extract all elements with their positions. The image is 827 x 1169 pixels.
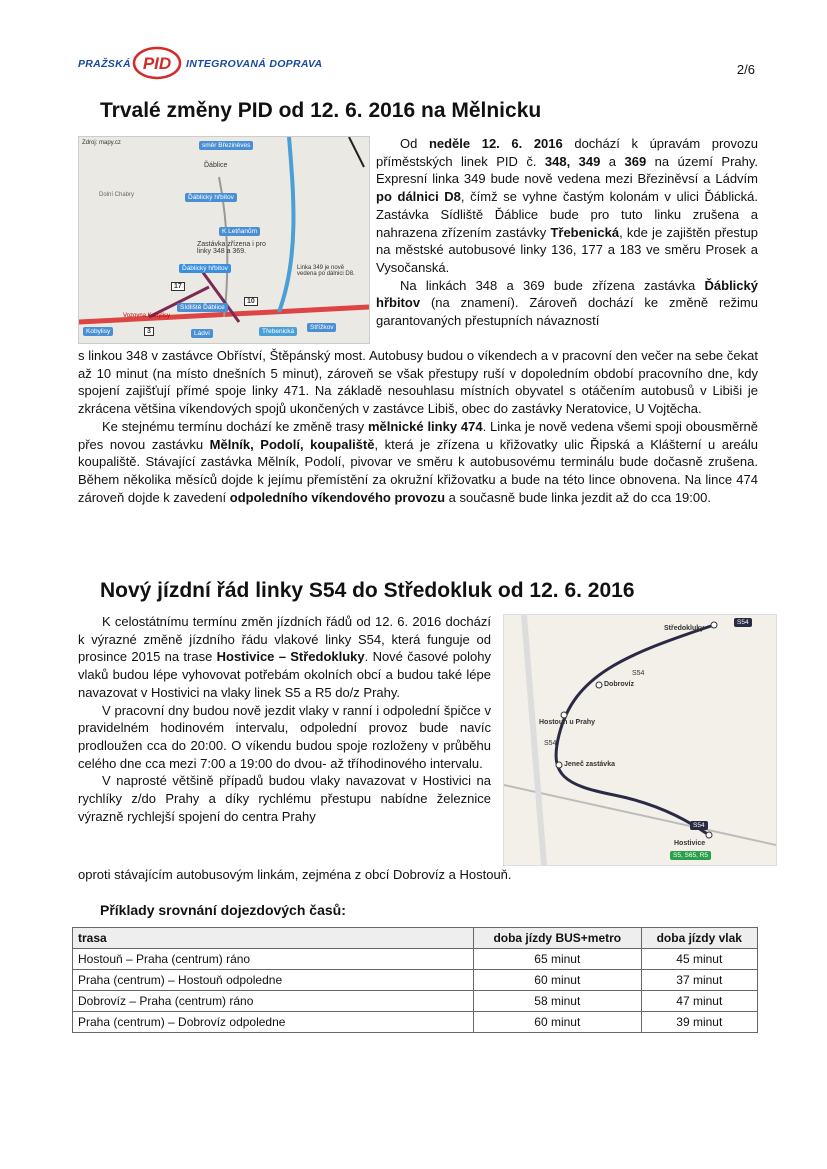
train-time-cell: 37 minut <box>641 970 757 991</box>
bus-time-cell: 65 minut <box>474 949 642 970</box>
map-label: Kobylisy <box>83 327 113 336</box>
paragraph: V naprosté většině případů budou vlaky navazovat v Hostivici na rychlíky z/do Prahy a díky rychlému přestupu nabídne železnice výrazně rychlejší spojení do centra Prahy <box>78 773 491 824</box>
column-header: doba jízdy BUS+metro <box>474 928 642 949</box>
station-label: Hostivice <box>674 840 706 847</box>
route-cell: Dobrovíz – Praha (centrum) ráno <box>73 991 474 1012</box>
map-label: Dolní Chabry <box>99 192 135 198</box>
station-label: Středokluky <box>664 625 705 632</box>
section2-title: Nový jízdní řád linky S54 do Středokluk od 12. 6. 2016 <box>100 579 635 602</box>
tram-badge: 3 <box>144 327 154 336</box>
section1-title: Trvalé změny PID od 12. 6. 2016 na Mělnicku <box>100 99 542 122</box>
svg-text:PID: PID <box>142 54 172 73</box>
map-label: Třebenická <box>259 327 297 336</box>
table-row <box>73 949 758 970</box>
paragraph: V pracovní dny budou nově jezdit vlaky v ranní i odpolední špičce v pravidelném hodinovém intervalu, odpolední provoz bude navíc prodloužen cca do 20:00. O víkendu budou spoje rozloženy v průběhu celého dne cca mezi 7:00 a 19:00 do dvou- až tříhodinového intervalu. <box>78 702 491 771</box>
map-label: směr Březiněves <box>199 141 253 150</box>
table-title: Příklady srovnání dojezdových časů: <box>100 902 346 918</box>
train-time-cell: 39 minut <box>641 1012 757 1033</box>
table-row <box>73 1012 758 1033</box>
route-cell: Hostouň – Praha (centrum) ráno <box>73 949 474 970</box>
map-label: Ďáblický hřbitov <box>185 193 237 202</box>
section2-last-line: oproti stávajícím autobusovým linkám, zejména z obcí Dobrovíz a Hostouň. <box>78 867 512 882</box>
map-label: Sídliště Ďáblice <box>177 303 228 312</box>
map-label: Ládví <box>191 329 213 338</box>
map-label: Střížkov <box>307 323 336 332</box>
bus-time-cell: 58 minut <box>474 991 642 1012</box>
transfer-badge: S5, S65, R5 <box>670 851 711 860</box>
line-badge: S54 <box>690 821 708 830</box>
train-time-cell: 45 minut <box>641 949 757 970</box>
paragraph: Od neděle 12. 6. 2016 dochází k úpravám provozu příměstských linek PID č. 348, 349 a 369 na území Prahy. Expresní linka 349 bude nově vedena mezi Březiněvsí a Ládvím po dálnici D8, čímž se vyhne častým kolonám v ulici Ďáblická. Zastávka Sídliště Ďáblice bude pro tuto linku zrušena a nahrazena zřízením zastávky Třebenická, kde je zajištěn přestup na městské autobusové linky 136, 177 a 183 ve směru Prosek a Vysočanská. <box>376 136 758 275</box>
tram-badge: 10 <box>244 297 258 306</box>
section2-text <box>78 613 491 825</box>
pid-logo <box>78 46 338 82</box>
table-row <box>73 970 758 991</box>
travel-time-table <box>72 927 758 1033</box>
section1-text-right <box>376 135 758 330</box>
map-note: Zastávka zřízena i pro linky 348 a 369. <box>197 241 266 255</box>
pid-badge-icon <box>132 46 182 80</box>
table-row <box>73 991 758 1012</box>
line-badge: S54 <box>734 618 752 627</box>
map-label: Ďáblice <box>204 162 228 169</box>
map-label: Vozovna Kobylisy <box>123 313 171 319</box>
paragraph: s linkou 348 v zastávce Obříství, Štěpánský most. Autobusy budou o víkendech a v pracovní den večer na sebe čekat až 10 minut (na místo dnešních 5 minut), zároveň se však přestupy ruší v dopoledním období pracovního dne, kdy spojení zajišťují přímé spoje linky 471. Na základě nesouhlasu místních obyvatel s otáčením autobusů v Libiši je zkrácena většina víkendových spojů ukončených v zastávce Libiš, obec do zastávky Neratovice, U Vojtěcha. <box>78 348 758 417</box>
map-note: Linka 349 je nově vedena po dálnici D8. <box>297 265 355 277</box>
paragraph: Ke stejnému termínu dochází ke změně trasy mělnické linky 474. Linka je nově vedena všemi spoji obousměrně přes novou zastávku Mělník, Podolí, koupaliště, která je zřízena u křižovatky ulic Řipská a Klášterní u areálu koupaliště. Stávající zastávka Mělník, Podolí, pivovar ve směru k autobusovému terminálu bude dočasně zrušena. Během několika měsíců dojde k jejímu přemístění za okružní křižovatku a bude na této lince obnovena. Na lince 474 zároveň dojde k zavedení odpoledního víkendového provozu a současně bude linka jezdit až do cca 19:00. <box>78 418 758 505</box>
tram-badge: 17 <box>171 282 185 291</box>
column-header: doba jízdy vlak <box>641 928 757 949</box>
train-time-cell: 47 minut <box>641 991 757 1012</box>
logo-text-right: INTEGROVANÁ DOPRAVA <box>186 58 323 70</box>
section1-text-full <box>78 347 758 506</box>
paragraph: K celostátnímu termínu změn jízdních řádů od 12. 6. 2016 dochází k výrazné změně jízdního řádu vlakové linky S54, která funguje od prosince 2015 na trase Hostivice – Středokluky. Nové časové polohy vlaků budou lépe vyhovovat potřebám okolních obcí a budou také lépe navazovat v Hostivici na vlaky linek S5 a R5 do/z Prahy. <box>78 614 492 700</box>
line-label: S54 <box>632 670 645 677</box>
melnicko-map <box>78 136 370 344</box>
logo-text-left: PRAŽSKÁ <box>78 58 131 70</box>
table-header-row <box>73 928 758 949</box>
station-label: Jeneč zastávka <box>564 761 615 768</box>
route-cell: Praha (centrum) – Hostouň odpoledne <box>73 970 474 991</box>
s54-map <box>503 614 777 866</box>
route-cell: Praha (centrum) – Dobrovíz odpoledne <box>73 1012 474 1033</box>
map-label: Ďáblický hřbitov <box>179 264 231 273</box>
station-label: Dobrovíz <box>604 681 634 688</box>
page-number: 2/6 <box>736 62 755 77</box>
column-header: trasa <box>73 928 474 949</box>
map-label: K Letňanům <box>219 227 260 236</box>
map-source: Zdroj: mapy.cz <box>82 140 121 146</box>
line-label: S54 <box>544 740 557 747</box>
station-label: Hostouň u Prahy <box>539 719 596 726</box>
paragraph: Na linkách 348 a 369 bude zřízena zastávka Ďáblický hřbitov (na znamení). Zároveň dochází ke změně režimu garantovaných přestupních návazností <box>376 277 758 329</box>
bus-time-cell: 60 minut <box>474 1012 642 1033</box>
bus-time-cell: 60 minut <box>474 970 642 991</box>
